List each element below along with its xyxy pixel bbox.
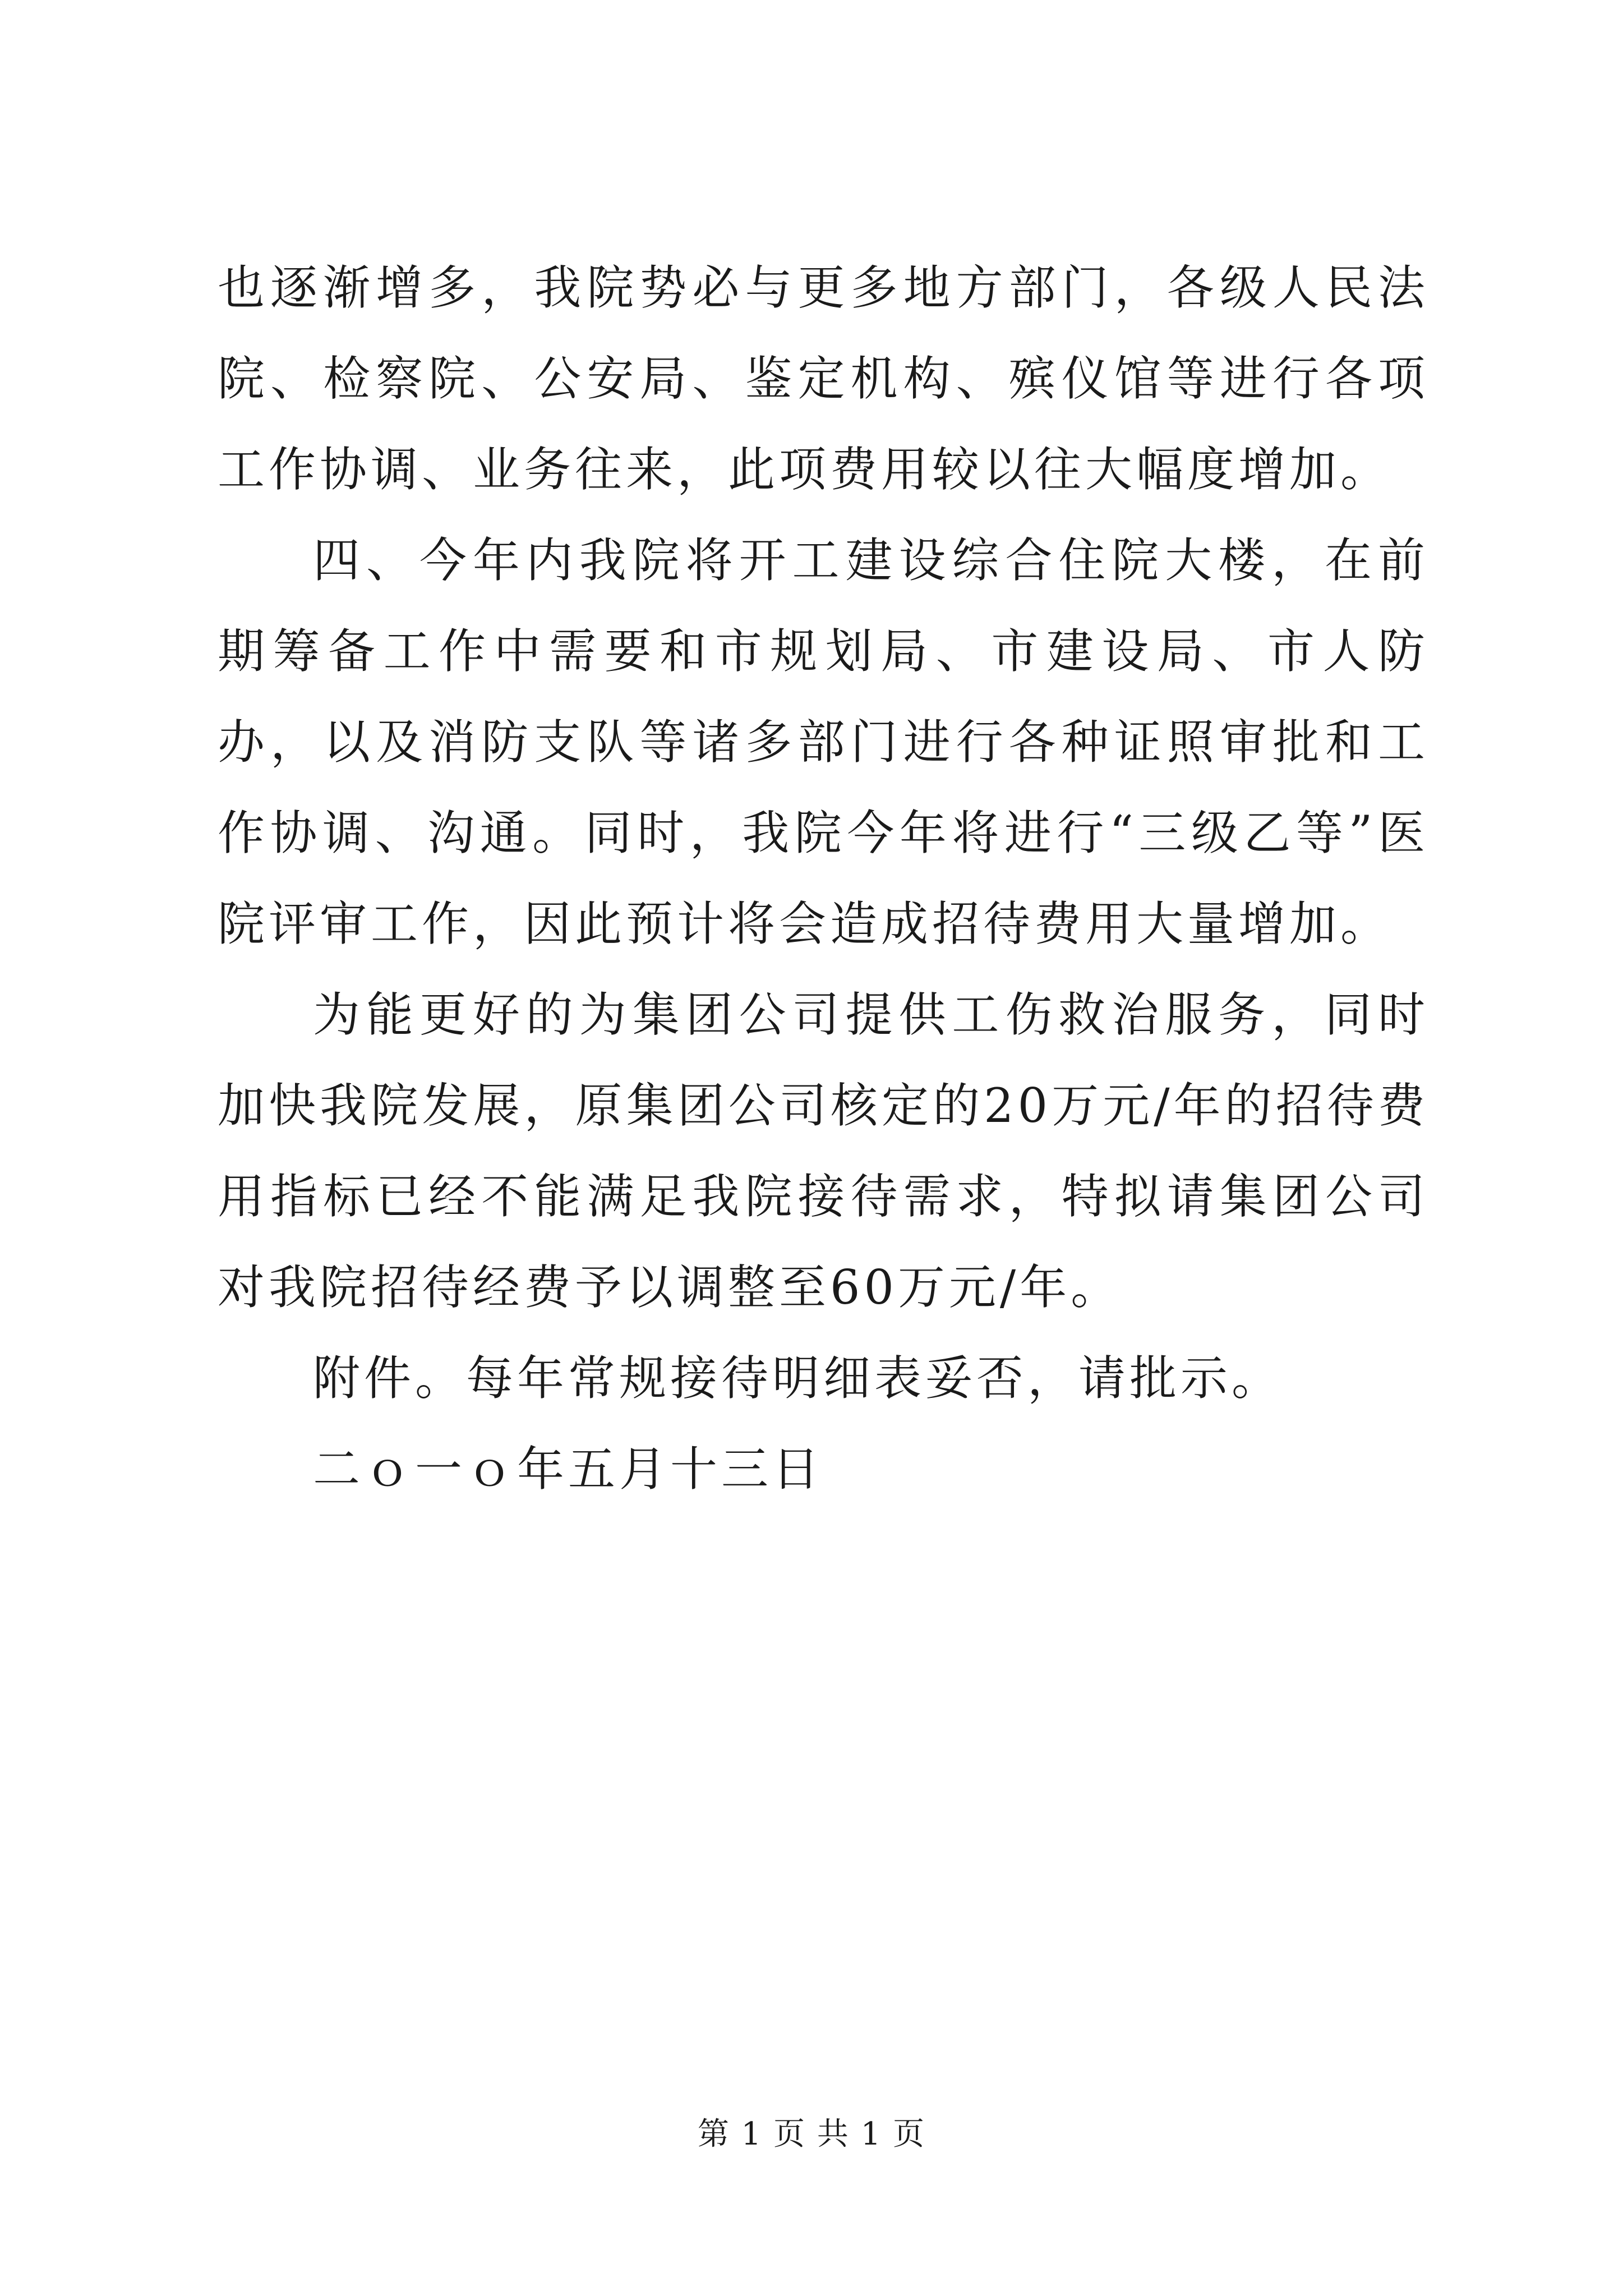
page-footer: 第 1 页 共 1 页: [697, 2116, 926, 2152]
paragraph-date: 二ｏ一ｏ年五月十三日: [313, 1442, 824, 1497]
paragraph-attachment: 附件。每年常规接待明细表妥否，请批示。: [313, 1351, 1283, 1406]
document-body: [218, 242, 1429, 1515]
paragraph-continuation: 也逐渐增多，我院势必与更多地方部门，各级人民法院、检察院、公安局、鉴定机构、殡仪馆等进行各项工作协调、业务往来，此项费用较以往大幅度增加。: [218, 260, 1429, 497]
paragraph-construction: 四、今年内我院将开工建设综合住院大楼，在前期筹备工作中需要和市规划局、市建设局、市人防办，以及消防支队等诸多部门进行各种证照审批和工作协调、沟通。同时，我院今年将进行“三级乙等”医院评审工作，因此预计将会造成招待费用大量增加。: [218, 533, 1429, 951]
paragraph-request: 为能更好的为集团公司提供工伤救治服务，同时加快我院发展，原集团公司核定的20万元/年的招待费用指标已经不能满足我院接待需求，特拟请集团公司对我院招待经费予以调整至60万元/年。: [218, 987, 1429, 1315]
